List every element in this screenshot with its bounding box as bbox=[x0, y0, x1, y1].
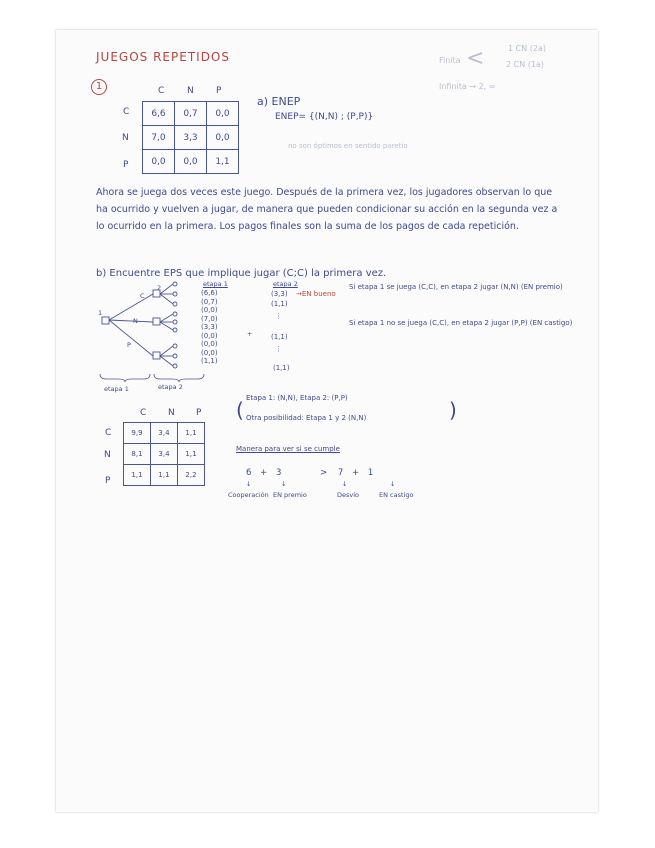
m1-row-p: P bbox=[123, 160, 129, 170]
etapa1-value: (7,0) bbox=[201, 314, 218, 323]
m2-row-p: P bbox=[105, 476, 111, 486]
arrow: ↓ bbox=[390, 480, 396, 488]
m2-row-n: N bbox=[104, 450, 111, 460]
etapa2-dots: ⋮ bbox=[275, 345, 282, 353]
corner-branch-2: 2 CN (1a) bbox=[506, 60, 544, 69]
corner-branch-1: 1 CN (2a) bbox=[508, 44, 546, 53]
arrow: ↓ bbox=[281, 480, 287, 488]
m1-cell: 0,7 bbox=[175, 102, 207, 126]
tree-root-node bbox=[102, 317, 109, 324]
check-equation bbox=[246, 468, 373, 478]
payoff-matrix-1 bbox=[142, 101, 239, 174]
eq-op: > bbox=[320, 468, 328, 478]
etapa2-value: (3,3) bbox=[271, 290, 288, 298]
check-label-en-castigo: EN castigo bbox=[379, 491, 414, 499]
eq-term: 3 bbox=[275, 468, 282, 478]
m2-cell: 8,1 bbox=[124, 444, 151, 465]
statement-paragraph: Ahora se juega dos veces este juego. Después de la primera vez, los jugadores observan lo que ha ocurrido y vuelven a jugar, de manera que pueden condicionar su acción en la segunda vez a lo ocurrido en la primera. Los pagos finales son la suma de los pagos de cada repetición. bbox=[96, 187, 558, 232]
tree-label-n: N bbox=[133, 317, 138, 325]
m2-col-p: P bbox=[196, 408, 202, 418]
etapa1-value: (6,6) bbox=[201, 289, 218, 297]
etapa2-value: (1,1) bbox=[271, 300, 288, 308]
enbueno-text: EN bueno bbox=[301, 290, 336, 298]
rule-castigo: Si etapa 1 no se juega (C,C), en etapa 2 jugar (P,P) (EN castigo) bbox=[349, 319, 573, 327]
m2-cell: 3,4 bbox=[151, 444, 178, 465]
exercise-number: 1 bbox=[91, 79, 107, 95]
enbueno-note: →EN bueno bbox=[296, 290, 336, 298]
corner-brace: < bbox=[466, 46, 485, 71]
m2-cell: 1,1 bbox=[124, 465, 151, 486]
m1-cell: 0,0 bbox=[175, 150, 207, 174]
etapa1-value: (1,1) bbox=[201, 357, 218, 365]
etapa1-value: (3,3) bbox=[201, 323, 218, 331]
arrow: ↓ bbox=[342, 480, 348, 488]
etapa2-value: (1,1) bbox=[273, 364, 290, 372]
m2-cell: 3,4 bbox=[151, 423, 178, 444]
paren-open: ( bbox=[236, 398, 244, 422]
tree-label-2: 2 bbox=[157, 284, 162, 292]
m1-col-n: N bbox=[187, 86, 194, 96]
m2-row-c: C bbox=[105, 428, 112, 438]
m1-cell: 6,6 bbox=[143, 102, 175, 126]
stage1-label: etapa 1 bbox=[104, 385, 129, 393]
etapa2-dots: ⋮ bbox=[275, 312, 282, 320]
check-label-cooperacion: Cooperación bbox=[228, 491, 269, 499]
stage2-label: etapa 2 bbox=[158, 383, 183, 391]
notebook-page bbox=[56, 30, 598, 812]
m2-cell: 9,9 bbox=[124, 423, 151, 444]
rule-premio: Si etapa 1 se juega (C,C), en etapa 2 jugar (N,N) (EN premio) bbox=[349, 283, 563, 291]
m1-cell: 0,0 bbox=[143, 150, 175, 174]
part-a-set: ENEP= {(N,N) ; (P,P)} bbox=[275, 112, 374, 122]
tree-label-p: P bbox=[127, 341, 131, 349]
tree-node-p bbox=[153, 352, 160, 359]
tree-label-1: 1 bbox=[98, 309, 103, 317]
eq-term: 7 bbox=[337, 468, 344, 478]
m1-cell: 7,0 bbox=[143, 126, 175, 150]
m2-cell: 1,1 bbox=[178, 444, 205, 465]
corner-note-bottom: Infinita → 2, ∞ bbox=[439, 82, 496, 91]
payoff-matrix-2 bbox=[123, 422, 205, 486]
tree-label-c: C bbox=[140, 292, 145, 300]
m2-cell: 1,1 bbox=[178, 423, 205, 444]
m1-col-p: P bbox=[216, 86, 222, 96]
m1-row-c: C bbox=[123, 107, 130, 117]
check-title: Manera para ver si se cumple bbox=[236, 445, 340, 453]
eq-term: 1 bbox=[367, 468, 374, 478]
part-a-note: no son óptimos en sentido paretio bbox=[288, 142, 408, 150]
plus-sign: + bbox=[247, 330, 253, 338]
eq-term: 6 bbox=[246, 468, 252, 478]
corner-note-left: Finita bbox=[439, 56, 461, 65]
part-a-label: a) ENEP bbox=[257, 95, 301, 108]
etapa1-value: (0,0) bbox=[201, 340, 218, 348]
part-b-label: b) Encuentre EPS que implique jugar (C;C) la primera vez. bbox=[96, 268, 387, 279]
etapa2-value: (1,1) bbox=[271, 333, 288, 341]
col-etapa1-values bbox=[201, 289, 218, 366]
m2-col-n: N bbox=[168, 408, 175, 418]
eq-op: + bbox=[352, 468, 360, 478]
m2-cell: 1,1 bbox=[151, 465, 178, 486]
tree-node-n bbox=[153, 318, 160, 325]
m1-cell: 0,0 bbox=[207, 102, 239, 126]
m1-cell: 1,1 bbox=[207, 150, 239, 174]
col-etapa1-header: etapa 1 bbox=[203, 280, 228, 288]
arrow: ↓ bbox=[246, 480, 252, 488]
m2-cell: 2,2 bbox=[178, 465, 205, 486]
etapa1-value: (0,0) bbox=[201, 306, 218, 314]
m1-cell: 3,3 bbox=[175, 126, 207, 150]
page-title: JUEGOS REPETIDOS bbox=[96, 50, 230, 64]
paren-close: ) bbox=[449, 398, 457, 422]
eq-op: + bbox=[260, 468, 268, 478]
col-etapa2-header: etapa 2 bbox=[273, 280, 298, 288]
etapa1-value: (0,0) bbox=[201, 348, 218, 357]
etapa1-value: (0,7) bbox=[201, 297, 218, 306]
m1-cell: 0,0 bbox=[207, 126, 239, 150]
m2-col-c: C bbox=[140, 408, 147, 418]
m1-row-n: N bbox=[122, 133, 129, 143]
etapa1-value: (0,0) bbox=[201, 331, 218, 340]
stage-brackets bbox=[98, 372, 208, 382]
stages-line-2: Otra posibilidad: Etapa 1 y 2 (N,N) bbox=[246, 414, 367, 422]
stages-line-1: Etapa 1: (N,N), Etapa 2: (P,P) bbox=[246, 394, 348, 402]
m1-col-c: C bbox=[158, 86, 165, 96]
check-label-desvio: Desvío bbox=[337, 491, 360, 499]
check-label-en-premio: EN premio bbox=[273, 491, 307, 499]
